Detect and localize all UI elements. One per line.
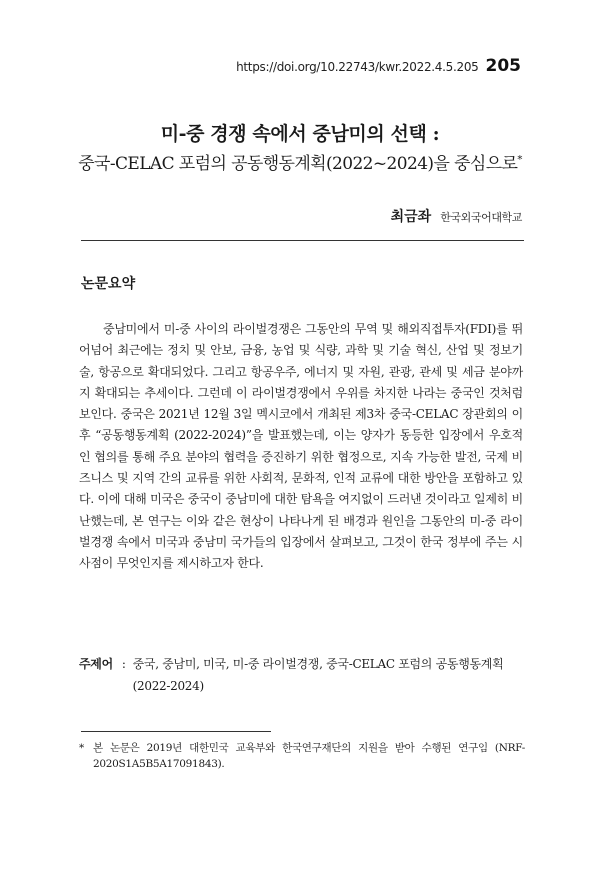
subtitle-text: 중국-CELAC 포럼의 공동행동계획(2022~2024)을 중심으로 bbox=[78, 154, 518, 174]
paper-title: 미-중 경쟁 속에서 중남미의 선택 : bbox=[160, 123, 440, 145]
keywords-block bbox=[79, 654, 525, 697]
footnote-mark: * bbox=[79, 742, 84, 754]
author-name: 최금좌 bbox=[390, 209, 432, 225]
doi-link[interactable]: https://doi.org/10.22743/kwr.2022.4.5.205 bbox=[236, 60, 479, 74]
footnote-marker: * bbox=[517, 154, 522, 166]
abstract-body: 중남미에서 미-중 사이의 라이벌경쟁은 그동안의 무역 및 해외직접투자(FDI)를 뛰어넘어 최근에는 정치 및 안보, 금융, 농업 및 식량, 과학 및 기술 혁신, 산업 및 정보기술, 항공으로 확대되었다. 그리고 항공우주, 에너지 및 자원, 관광, 관세 및 세금 분야까지 확대되는 추세이다. 그런데 이 라이벌경쟁에서 우위를 차지한 나라는 중국인 것처럼 보인다. 중국은 2021년 12월 3일 멕시코에서 개최된 제3차 중국-CELAC 장관회의 이후 “공동행동계획 (2022-2024)”을 발표했는데, 이는 양자가 동등한 입장에서 우호적인 협의를 통해 주요 분야의 협력을 증진하기 위한 협정으로, 지속 가능한 발전, 국제 비즈니스 및 지역 간의 교류를 위한 사회적, 문화적, 인적 교류에 대한 방안을 포함하고 있다. 이에 대해 미국은 중국이 중남미에 대한 탐욕을 여지없이 드러낸 것이라고 일제히 비난했는데, 본 연구는 이와 같은 현상이 나타나게 된 배경과 원인을 그동안의 미-중 라이벌경쟁 속에서 미국과 중남미 국가들의 입장에서 살펴보고, 그것이 한국 정부에 주는 시사점이 무엇인지를 제시하고자 한다. bbox=[79, 322, 523, 571]
keywords-label: 주제어 bbox=[79, 657, 113, 671]
footnote-text: 본 논문은 2019년 대한민국 교육부와 한국연구재단의 지원을 받아 수행된 연구임 (NRF-2020S1A5B5A17091843). bbox=[93, 742, 525, 770]
author-affiliation: 한국외국어대학교 bbox=[440, 211, 522, 224]
footnote-divider bbox=[81, 731, 271, 732]
keywords-text: 중국, 중남미, 미국, 미-중 라이벌경쟁, 중국-CELAC 포럼의 공동행동계획(2022-2024) bbox=[132, 657, 504, 693]
keywords-colon: : bbox=[121, 657, 126, 671]
page-header bbox=[236, 56, 521, 76]
abstract-heading: 논문요약 bbox=[81, 276, 136, 292]
page-number: 205 bbox=[485, 56, 521, 76]
footnote bbox=[79, 740, 525, 772]
header-divider bbox=[81, 240, 524, 241]
paper-subtitle bbox=[0, 149, 600, 174]
author-line bbox=[391, 206, 522, 226]
